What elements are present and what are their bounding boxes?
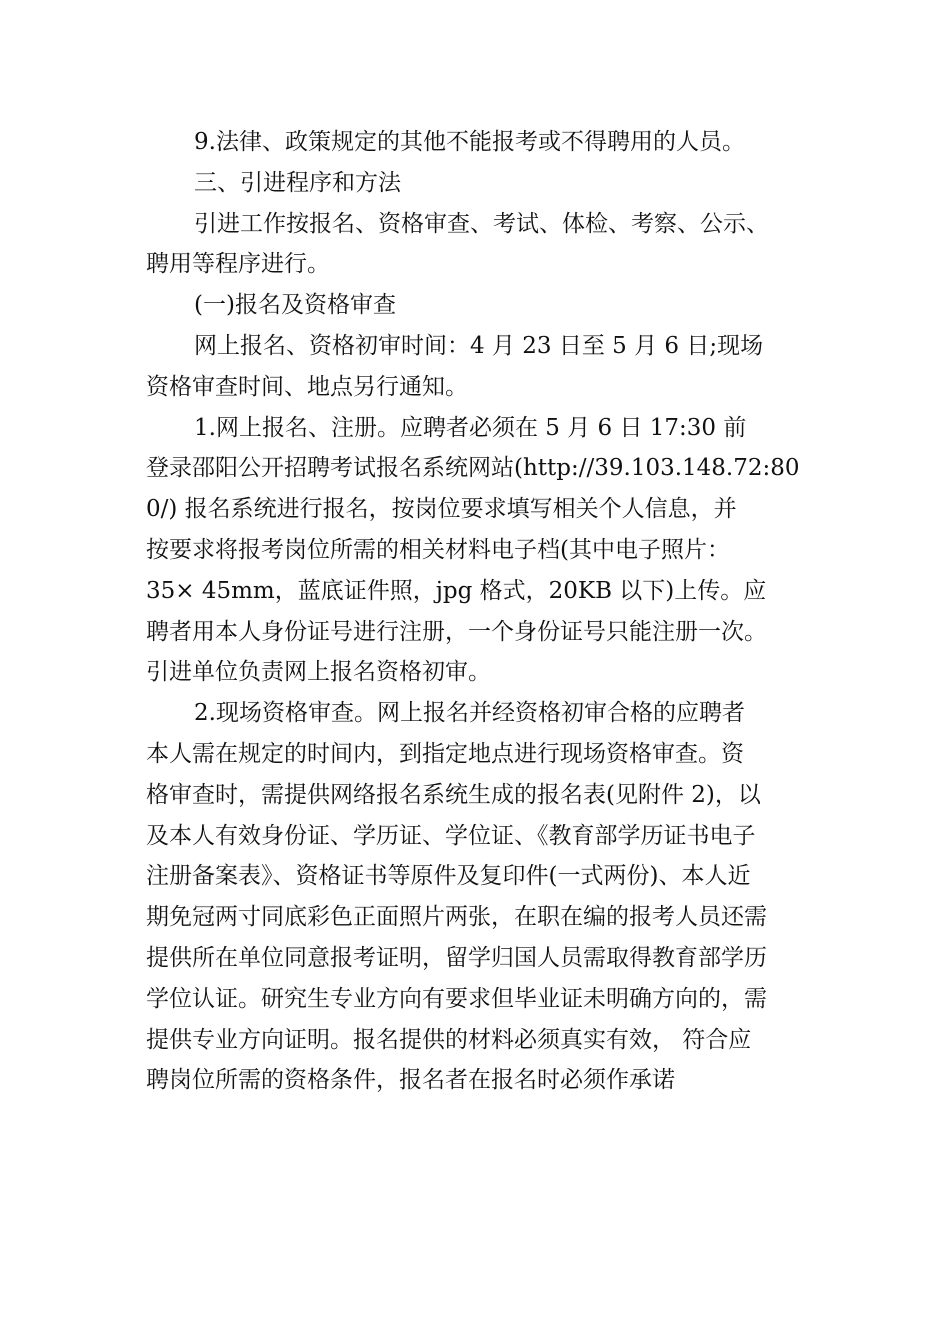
section-heading-procedure (146, 163, 836, 204)
text-line: 登录邵阳公开招聘考试报名系统网站(http://39.103.148.72:80 (146, 455, 800, 482)
text-line: 聘岗位所需的资格条件，报名者在报名时必须作承诺 (146, 1067, 675, 1094)
text-line: 网上报名、资格初审时间：4 月 23 日至 5 月 6 日;现场 (194, 332, 764, 359)
text-line: 0/) 报名系统进行报名，按岗位要求填写相关个人信息，并 (146, 496, 737, 523)
text-line: 按要求将报考岗位所需的相关材料电子档(其中电子照片： (146, 536, 730, 563)
text-line: 及本人有效身份证、学历证、学位证、《教育部学历证书电子 (146, 822, 756, 849)
text-line: (一)报名及资格审查 (194, 292, 396, 319)
text-line: 学位认证。研究生专业方向有要求但毕业证未明确方向的，需 (146, 985, 767, 1012)
text-line: 35× 45mm，蓝底证件照，jpg 格式，20KB 以下)上传。应 (146, 577, 767, 604)
text-line: 注册备案表》、资格证书等原件及复印件(一式两份)、本人近 (146, 863, 751, 890)
text-line: 9.法律、政策规定的其他不能报考或不得聘用的人员。 (194, 129, 745, 155)
text-line: 本人需在规定的时间内，到指定地点进行现场资格审查。资 (146, 740, 744, 767)
paragraph-procedure-intro (146, 204, 836, 286)
text-line: 2.现场资格审查。网上报名并经资格初审合格的应聘者 (194, 700, 745, 727)
text-line: 提供专业方向证明。报名提供的材料必须真实有效， 符合应 (146, 1026, 752, 1053)
text-line: 提供所在单位同意报考证明，留学归国人员需取得教育部学历 (146, 944, 767, 971)
document-body (146, 122, 836, 1101)
paragraph-registration-time (146, 326, 836, 408)
text-line: 期免冠两寸同底彩色正面照片两张，在职在编的报考人员还需 (146, 904, 767, 931)
paragraph-online-registration (146, 408, 836, 694)
text-line: 引进工作按报名、资格审查、考试、体检、考察、公示、 (194, 210, 769, 237)
text-line: 1.网上报名、注册。应聘者必须在 5 月 6 日 17:30 前 (194, 414, 747, 441)
text-line: 引进单位负责网上报名资格初审。 (146, 659, 491, 686)
paragraph-item-9 (146, 122, 836, 163)
text-line: 聘者用本人身份证号进行注册，一个身份证号只能注册一次。 (146, 618, 767, 645)
text-line: 聘用等程序进行。 (146, 251, 330, 278)
text-line: 资格审查时间、地点另行通知。 (146, 373, 468, 400)
paragraph-onsite-review (146, 693, 836, 1101)
text-line: 三、引进程序和方法 (194, 169, 401, 196)
text-line: 格审查时，需提供网络报名系统生成的报名表(见附件 2)，以 (146, 781, 761, 808)
subsection-heading-registration (146, 285, 836, 326)
